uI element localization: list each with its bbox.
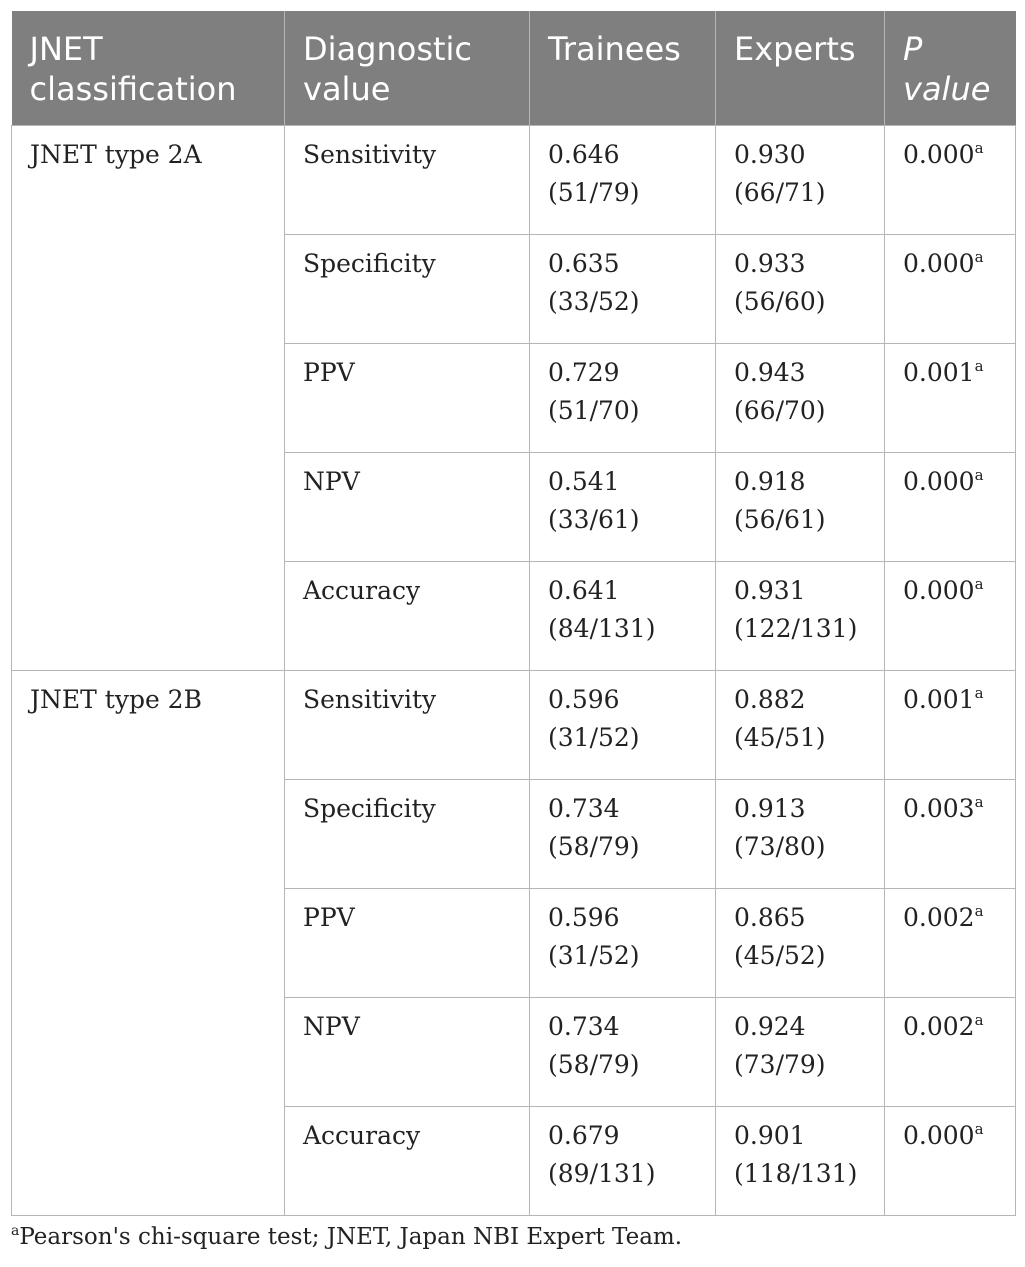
metric-name: PPV: [285, 344, 530, 453]
experts-cell: [716, 1107, 885, 1216]
trainees-cell: [530, 889, 716, 998]
header-experts: Experts: [716, 11, 885, 126]
trainees-fraction: (51/79): [548, 178, 640, 207]
p-value-footnote-marker: a: [974, 357, 984, 375]
trainees-cell: [530, 344, 716, 453]
p-value-cell: [885, 1107, 1016, 1216]
trainees-fraction: (84/131): [548, 614, 656, 643]
p-value: 0.001: [903, 685, 975, 714]
footnote-text: Pearson's chi-square test; JNET, Japan NBI Expert Team.: [19, 1224, 683, 1250]
experts-cell: [716, 562, 885, 671]
trainees-cell: [530, 562, 716, 671]
table-body: [12, 126, 1016, 1216]
trainees-cell: [530, 780, 716, 889]
trainees-value: 0.729: [548, 358, 620, 387]
experts-fraction: (56/60): [734, 287, 826, 316]
experts-cell: [716, 780, 885, 889]
experts-value: 0.901: [734, 1121, 806, 1150]
experts-cell: [716, 453, 885, 562]
experts-cell: [716, 126, 885, 235]
p-value-footnote-marker: a: [974, 466, 984, 484]
metric-name: NPV: [285, 998, 530, 1107]
trainees-cell: [530, 126, 716, 235]
footnote-marker: a: [11, 1223, 20, 1239]
experts-cell: [716, 998, 885, 1107]
p-value: 0.000: [903, 467, 975, 496]
metric-name: PPV: [285, 889, 530, 998]
results-table-container: [11, 11, 1015, 1216]
trainees-cell: [530, 671, 716, 780]
experts-cell: [716, 671, 885, 780]
p-value: 0.000: [903, 1121, 975, 1150]
p-value-footnote-marker: a: [974, 793, 984, 811]
experts-fraction: (73/80): [734, 832, 826, 861]
experts-cell: [716, 344, 885, 453]
metric-name: Accuracy: [285, 1107, 530, 1216]
p-value-footnote-marker: a: [974, 139, 984, 157]
group-label: JNET type 2A: [12, 126, 285, 671]
trainees-cell: [530, 235, 716, 344]
trainees-value: 0.541: [548, 467, 620, 496]
experts-fraction: (73/79): [734, 1050, 826, 1079]
trainees-cell: [530, 1107, 716, 1216]
trainees-fraction: (89/131): [548, 1159, 656, 1188]
header-diagnostic-value: Diagnostic value: [285, 11, 530, 126]
trainees-fraction: (33/61): [548, 505, 640, 534]
trainees-fraction: (51/70): [548, 396, 640, 425]
p-value-cell: [885, 235, 1016, 344]
experts-fraction: (66/71): [734, 178, 826, 207]
trainees-value: 0.734: [548, 794, 620, 823]
trainees-cell: [530, 453, 716, 562]
trainees-fraction: (31/52): [548, 723, 640, 752]
p-value: 0.002: [903, 1012, 975, 1041]
header-p-letter: P: [903, 30, 923, 68]
p-value-cell: [885, 562, 1016, 671]
trainees-value: 0.596: [548, 903, 620, 932]
experts-value: 0.913: [734, 794, 806, 823]
p-value: 0.000: [903, 140, 975, 169]
experts-fraction: (45/52): [734, 941, 826, 970]
trainees-fraction: (33/52): [548, 287, 640, 316]
trainees-value: 0.635: [548, 249, 620, 278]
experts-value: 0.943: [734, 358, 806, 387]
experts-fraction: (45/51): [734, 723, 826, 752]
p-value: 0.001: [903, 358, 975, 387]
p-value-footnote-marker: a: [974, 248, 984, 266]
table-row: [12, 126, 1016, 235]
metric-name: Sensitivity: [285, 126, 530, 235]
table-footnote: [11, 1224, 682, 1250]
diagnostic-results-table: [11, 11, 1016, 1216]
header-p-value-word: value: [903, 70, 991, 108]
trainees-value: 0.641: [548, 576, 620, 605]
p-value-footnote-marker: a: [974, 902, 984, 920]
trainees-value: 0.734: [548, 1012, 620, 1041]
p-value: 0.002: [903, 903, 975, 932]
trainees-value: 0.596: [548, 685, 620, 714]
p-value-cell: [885, 453, 1016, 562]
metric-name: Sensitivity: [285, 671, 530, 780]
experts-fraction: (56/61): [734, 505, 826, 534]
experts-value: 0.933: [734, 249, 806, 278]
p-value: 0.003: [903, 794, 975, 823]
header-row: [12, 11, 1016, 126]
p-value-footnote-marker: a: [974, 684, 984, 702]
experts-value: 0.930: [734, 140, 806, 169]
p-value-footnote-marker: a: [974, 575, 984, 593]
experts-value: 0.865: [734, 903, 806, 932]
p-value-cell: [885, 780, 1016, 889]
table-row: [12, 671, 1016, 780]
header-trainees: Trainees: [530, 11, 716, 126]
experts-fraction: (66/70): [734, 396, 826, 425]
p-value-cell: [885, 344, 1016, 453]
metric-name: Accuracy: [285, 562, 530, 671]
experts-fraction: (122/131): [734, 614, 858, 643]
p-value: 0.000: [903, 249, 975, 278]
p-value-footnote-marker: a: [974, 1011, 984, 1029]
metric-name: Specificity: [285, 235, 530, 344]
metric-name: NPV: [285, 453, 530, 562]
p-value-footnote-marker: a: [974, 1120, 984, 1138]
header-jnet-classification: JNET classification: [12, 11, 285, 126]
trainees-fraction: (31/52): [548, 941, 640, 970]
experts-cell: [716, 889, 885, 998]
trainees-value: 0.679: [548, 1121, 620, 1150]
p-value-cell: [885, 889, 1016, 998]
experts-value: 0.882: [734, 685, 806, 714]
metric-name: Specificity: [285, 780, 530, 889]
p-value: 0.000: [903, 576, 975, 605]
p-value-cell: [885, 998, 1016, 1107]
table-header: [12, 11, 1016, 126]
trainees-cell: [530, 998, 716, 1107]
experts-value: 0.931: [734, 576, 806, 605]
header-p-value: [885, 11, 1016, 126]
experts-value: 0.924: [734, 1012, 806, 1041]
experts-fraction: (118/131): [734, 1159, 858, 1188]
experts-value: 0.918: [734, 467, 806, 496]
p-value-cell: [885, 126, 1016, 235]
trainees-value: 0.646: [548, 140, 620, 169]
experts-cell: [716, 235, 885, 344]
trainees-fraction: (58/79): [548, 832, 640, 861]
group-label: JNET type 2B: [12, 671, 285, 1216]
trainees-fraction: (58/79): [548, 1050, 640, 1079]
p-value-cell: [885, 671, 1016, 780]
